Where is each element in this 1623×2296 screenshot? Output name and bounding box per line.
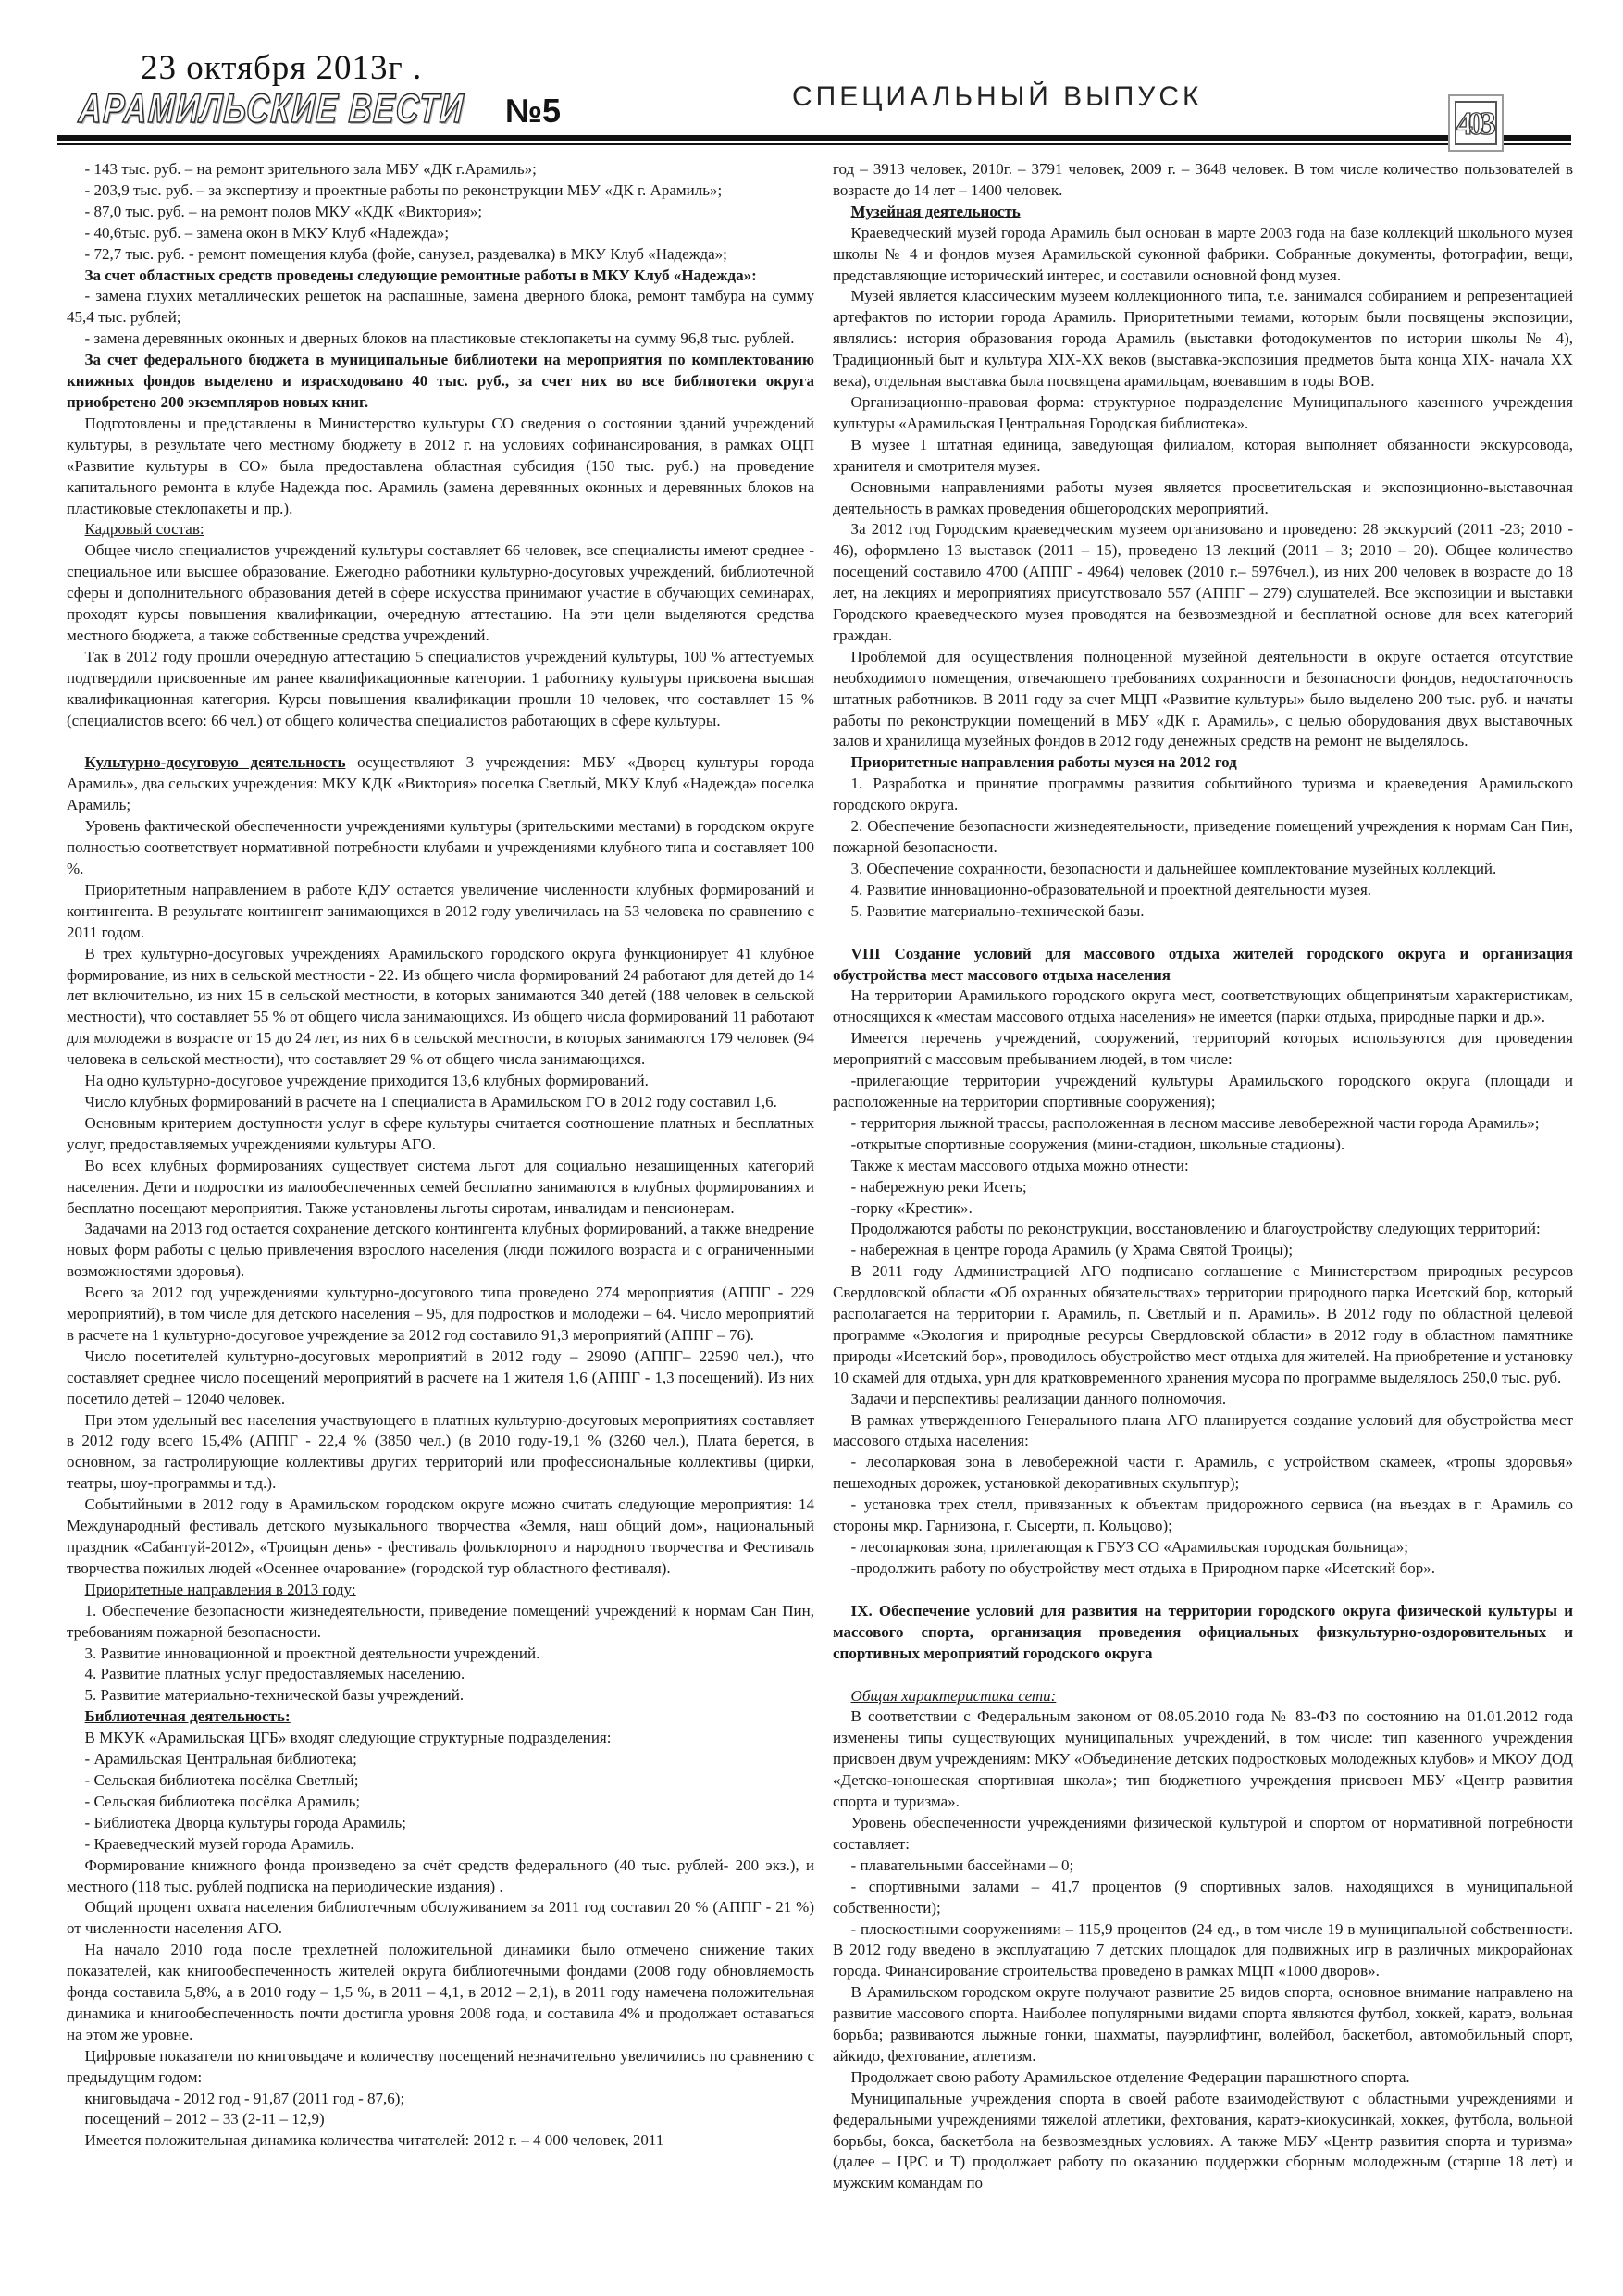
section-heading: Музейная деятельность	[850, 202, 1021, 220]
spacer	[833, 1665, 1573, 1686]
paragraph: В 2011 году Администрацией АГО подписано соглашение с Министерством природных ресурсов Свердловской области «Об охранных обязательствах» территории природного парка Исетский бор, который располагается на территории г. Арамиль, п. Светлый и п. Арамиль». В 2012 году по областной целевой программе «Экология и природные ресурсы Свердловской области» в 2012 году в областном памятнике природы «Исетский бор», проводилось обустройство мест отдыха для жителей. На приобретение и установку 10 скамей для отдыха, урн для кратковременного хранения мусора по программе выделялось 250,0 тыс. руб.	[833, 1262, 1573, 1386]
paragraph: -продолжить работу по обустройству мест отдыха в Природном парке «Исетский бор».	[850, 1558, 1436, 1577]
paragraph: Имеется перечень учреждений, сооружений, территорий которых используются для проведения мероприятий с массовым пребыванием людей, в том числе:	[833, 1029, 1573, 1069]
section-heading: Кадровый состав:	[84, 520, 204, 539]
right-column	[833, 159, 1573, 2194]
paragraph: - лесопарковая зона в левобережной части г. Арамиль, с устройством скамеек, «тропы здоровья» пешеходных дорожек, установкой декоративных скульптур);	[833, 1453, 1573, 1493]
paragraph: В музее 1 штатная единица, заведующая филиалом, которая выполняет обязанности экскурсовода, хранителя и смотрителя музея.	[833, 435, 1573, 475]
paragraph: - плоскостными сооружениями – 115,9 процентов (24 ед., в том числе 19 в муниципальной собственности. В 2012 году введено в эксплуатацию 7 детских площадок для подвижных игр в различных микрорайонах города. Финансирование строительства проведено в рамках МЦП «1000 дворов».	[833, 1919, 1573, 1980]
paragraph: Также к местам массового отдыха можно отнести:	[850, 1156, 1189, 1174]
paragraph: Музей является классическим музеем коллекционного типа, т.е. занимался собиранием и репрезентацией артефактов по истории города Арамиль. Приоритетными темами, которым были посвящены экспозиции, являлись: история образования города Арамиль (выставки фотодокументов по истории школы № 4), Традиционный быт и культура XIX-XX веков (выставка-экспозиция предметов быта конца XIX- начала XX века), отдельная выставка была посвящена арамильцам, воевавшим в годы ВОВ.	[833, 287, 1573, 391]
paragraph: Общий процент охвата населения библиотечным обслуживанием за 2011 год составил 20 % (АППГ - 21 %) от численности населения АГО.	[67, 1898, 814, 1938]
paragraph: - лесопарковая зона, прилегающая к ГБУЗ СО «Арамильская городская больница»;	[850, 1538, 1408, 1556]
paragraph: - Арамильская Центральная библиотека;	[84, 1750, 357, 1769]
paragraph: Основными направлениями работы музея является просветительская и экспозиционно-выставочная деятельность в рамках проведения общегородских мероприятий.	[833, 478, 1573, 517]
paragraph: Муниципальные учреждения спорта в своей работе взаимодействуют с областными учреждениями и федеральными учреждениями тяжелой атлетики, фехтования, каратэ-киокусинкай, хоккея, футбола, вольной борьбы, бокса, баскетбола на безвозмездных условиях. А также МБУ «Центр развития спорта и туризма» (далее – ЦРС и Т) продолжает работу по оказанию поддержки сборным молодежным (старше 18 лет) и мужским командам по	[833, 2089, 1573, 2192]
paragraph: Число посетителей культурно-досуговых мероприятий в 2012 году – 29090 (АППГ– 22590 чел.), что составляет среднее число посещений мероприятий в расчете на 1 жителя 1,6 (АППГ - 1,3 посещений). Из них посетило детей – 12040 человек.	[67, 1347, 814, 1408]
paragraph: 2. Обеспечение безопасности жизнедеятельности, приведение помещений учреждения к нормам Сан Пин, пожарной безопасности.	[833, 817, 1573, 856]
left-column	[67, 159, 814, 2194]
paragraph: На одно культурно-досуговое учреждение приходится 13,6 клубных формирований.	[84, 1072, 649, 1090]
paragraph: - установка трех стелл, привязанных к объектам придорожного сервиса (на въездах в г. Арамиль со стороны мкр. Гарнизона, г. Сысерти, п. Кольцово);	[833, 1496, 1573, 1535]
paragraph: Организационно-правовая форма: структурное подразделение Муниципального казенного учреждения культуры «Арамильская Центральная Городская библиотека».	[833, 392, 1573, 432]
paragraph: На начало 2010 года после трехлетней положительной динамики было отмечено снижение таких показателей, как книгообеспеченность жителей округа библиотечными фондами (2008 году обновляемость фонда составила 5,8%, а в 2010 году – 1,5 %, в 2011 – 4,1, в 2012 – 2,1), в 2011 году намечена положительная динамика и книгообеспеченность почти достигла уровня 2008 года, и составила 4% и продолжает оставаться на этом же уровне.	[67, 1941, 814, 2043]
paragraph: - 87,0 тыс. руб. – на ремонт полов МКУ «КДК «Виктория»;	[84, 202, 483, 220]
paragraph: - 72,7 тыс. руб. - ремонт помещения клуба (фойе, санузел, раздевалка) в МКУ Клуб «Надежда»;	[84, 244, 727, 263]
paragraph: На территории Арамилького городского округа мест, соответствующих общепринятым характеристикам, относящихся к «местам массового отдыха населения» не имеется (парки отдыха, природные парки и др.».	[833, 987, 1573, 1026]
spacer	[67, 731, 814, 752]
masthead-title: АРАМИЛЬСКИЕ ВЕСТИ	[77, 86, 466, 131]
page-header	[0, 0, 1623, 155]
heading-lead: Культурно-досуговую деятельность	[84, 753, 346, 772]
issue-date: 23 октября 2013г .	[141, 49, 423, 87]
paragraph: Задачи и перспективы реализации данного полномочия.	[850, 1389, 1227, 1408]
paragraph: В соответствии с Федеральным законом от 08.05.2010 года № 83-ФЗ по состоянию на 01.01.2012 года изменены типы существующих муниципальных учреждений, в том числе: тип казенного учреждения присвоен двум учреждениям: МКУ «Объединение детских подростковых молодежных клубов» и МКОУ ДОД «Детско-юношеская спортивная школа»; тип бюджетного учреждения присвоен МБУ «Центр развития спорта и туризма».	[833, 1707, 1573, 1811]
header-divider	[57, 135, 1571, 145]
page-number-frame	[1455, 101, 1497, 145]
paragraph: Событийными в 2012 году в Арамильском городском округе можно считать следующие мероприятия: 14 Международный фестиваль детского музыкального творчества «Земля, наш общий дом», национальный праздник «Сабантуй-2012», «Троицын день» - фестиваль фольклорного и народного творчества и Фестиваль творчества пожилых людей «Осеннее очарование» (городской тур областного фестиваля).	[67, 1496, 814, 1577]
paragraph: Подготовлены и представлены в Министерство культуры СО сведения о состоянии зданий учреждений культуры, в результате чего местному бюджету в 2012 г. на условиях софинансирования, в рамках ОЦП «Развитие культуры в СО» была предоставлена областная субсидия (150 тыс. руб.) на проведение капитального ремонта в клубе Надежда пос. Арамиль (замена деревянных оконных и деревянных блоков на пластиковые стеклопакеты и пр.).	[67, 414, 814, 517]
section-heading: VIII Создание условий для массового отдыха жителей городского округа и организация обустройства мест массового отдыха населения	[833, 944, 1573, 984]
paragraph: - территория лыжной трассы, расположенная в лесном массиве левобережной части города Арамиль»;	[850, 1113, 1540, 1132]
section-heading: Библиотечная деятельность:	[84, 1707, 291, 1726]
paragraph: Проблемой для осуществления полноценной музейной деятельности в округе остается отсутствие необходимого помещения, отвечающего требованиях сохранности и безопасности фондов, недостаточность штатных работников. В 2011 году за счет МЦП «Развитие культуры» было выделено 200 тыс. руб. и начаты работы по реконструкции помещений в МБУ «ДК г. Арамиль», с целью оборудования двух выставочных залов и хранилища музейных фондов в 2012 году денежных средств на ремонт не выделялось.	[833, 647, 1573, 751]
paragraph: -прилегающие территории учреждений культуры Арамильского городского округа (площади и расположенные на территории спортивные сооружения);	[833, 1072, 1573, 1111]
paragraph: -открытые спортивные сооружения (мини-стадион, школьные стадионы).	[850, 1135, 1345, 1153]
section-heading: Приоритетные направления в 2013 году:	[84, 1580, 356, 1598]
paragraph: - набережная в центре города Арамиль (у Храма Святой Троицы);	[850, 1241, 1294, 1260]
paragraph: - 40,6тыс. руб. – замена окон в МКУ Клуб «Надежда»;	[84, 223, 450, 242]
paragraph: Всего за 2012 год учреждениями культурно-досугового типа проведено 274 мероприятия (АППГ - 229 мероприятий), в том числе для детского населения – 95, для подростков и молодежи – 64. Число мероприятий в расчете на 1 культурно-досуговое учреждение за 2012 год составило 91,3 мероприятий (АППГ – 76).	[67, 1284, 814, 1344]
section-heading: IX. Обеспечение условий для развития на территории городского округа физической культуры и массового спорта, организация проведения официальных физкультурно-оздоровительных и спортивных мероприятий городского округа	[833, 1601, 1573, 1662]
paragraph: В МКУК «Арамильская ЦГБ» входят следующие структурные подразделения:	[84, 1729, 612, 1747]
paragraph: Уровень обеспеченности учреждениями физической культурой и спортом от нормативной потребности составляет:	[833, 1813, 1573, 1853]
paragraph: Основным критерием доступности услуг в сфере культуры считается соотношение платных и бесплатных услуг, предоставляемых учреждениями культуры АГО.	[67, 1113, 814, 1153]
paragraph: 4. Развитие инновационно-образовательной и проектной деятельности музея.	[850, 880, 1372, 899]
paragraph: 5. Развитие материально-технической базы учреждений.	[84, 1686, 465, 1705]
paragraph: Продолжаются работы по реконструкции, восстановлению и благоустройству следующих территорий:	[850, 1220, 1541, 1238]
paragraph: - Сельская библиотека посёлка Светлый;	[84, 1770, 359, 1789]
paragraph: - Краеведческий музей города Арамиль.	[84, 1834, 354, 1853]
section-heading: Приоритетные направления работы музея на 2012 год	[850, 753, 1237, 772]
paragraph: 3. Развитие инновационной и проектной деятельности учреждений.	[84, 1644, 540, 1662]
paragraph: - 203,9 тыс. руб. – за экспертизу и проектные работы по реконструкции МБУ «ДК г. Арамиль»;	[84, 180, 723, 199]
paragraph: Уровень фактической обеспеченности учреждениями культуры (зрительскими местами) в городском округе полностью соответствует нормативной потребности клубами и учреждениями клубного типа и составляет 100 %.	[67, 817, 814, 877]
paragraph: - замена деревянных оконных и дверных блоков на пластиковые стеклопакеты на сумму 96,8 тыс. рублей.	[84, 329, 795, 348]
paragraph: - 143 тыс. руб. – на ремонт зрительного зала МБУ «ДК г.Арамиль»;	[84, 160, 537, 178]
paragraph: Задачами на 2013 год остается сохранение детского контингента клубных формирований, а также внедрение новых форм работы с целью привлечения взрослого населения (люди пожилого возраста и с ограниченными возможностями здоровья).	[67, 1220, 814, 1281]
spacer	[833, 1580, 1573, 1601]
paragraph: - замена глухих металлических решеток на распашные, замена дверного блока, ремонт тамбура на сумму 45,4 тыс. рублей;	[67, 287, 814, 327]
page-number-box	[1448, 94, 1504, 152]
section-heading: Культурно-досуговую деятельность осуществляют 3 учреждения: МБУ «Дворец культуры города Арамиль», два сельских учреждения: МКУ КДК «Виктория» поселка Светлый, МКУ Клуб «Надежда» поселка Арамиль;	[67, 753, 814, 814]
paragraph: Общее число специалистов учреждений культуры составляет 66 человек, все специалисты имеют среднее - специальное или высшее образование. Ежегодно работники культурно-досуговых учреждений, библиотечной сферы и дополнительного образования детей в сфере искусства принимают участие в обучающих семинарах, проходят курсы повышения квалификации, очередную аттестацию. На эти цели выделяются средства местного бюджета, а также собственные средства учреждений.	[67, 541, 814, 644]
paragraph: В трех культурно-досуговых учреждениях Арамильского городского округа функционирует 41 клубное формирование, из них в сельской местности - 22. Из общего числа формирований 24 работают для детей до 14 лет включительно, из них 15 в сельской местности, в которых занимаются 340 детей (188 человек в сельской местности), что составляет 55 % от общего числа занимающихся. Из общего числа формирований 11 работают для молодежи в возрасте от 15 до 24 лет, из них 6 в сельской местности, в которых занимаются 179 человек (94 человека в сельской местности), что составляет 29 % от общего числа занимающихся.	[67, 944, 814, 1069]
paragraph: Цифровые показатели по книговыдаче и количеству посещений незначительно увеличились по сравнению с предыдущим годом:	[67, 2046, 814, 2086]
paragraph: Продолжает свою работу Арамильское отделение Федерации парашютного спорта.	[850, 2067, 1410, 2086]
article-body	[67, 159, 1573, 2194]
paragraph: Формирование книжного фонда произведено за счёт средств федерального (40 тыс. рублей- 200 экз.), и местного (118 тыс. рублей подписка на периодические издания) .	[67, 1855, 814, 1895]
issue-number: №5	[504, 92, 562, 130]
paragraph: - Библиотека Дворца культуры города Арамиль;	[84, 1813, 406, 1831]
spacer	[833, 923, 1573, 944]
paragraph: Число клубных формирований в расчете на 1 специалиста в Арамильском ГО в 2012 году составил 1,6.	[84, 1092, 777, 1111]
paragraph: книговыдача - 2012 год - 91,87 (2011 год - 87,6);	[84, 2089, 405, 2107]
paragraph: 1. Разработка и принятие программы развития событийного туризма и краеведения Арамильского городского округа.	[833, 775, 1573, 814]
section-heading: Общая характеристика сети:	[850, 1686, 1057, 1705]
paragraph: За 2012 год Городским краеведческим музеем организовано и проведено: 28 экскурсий (2011 -23; 2010 - 46), оформлено 13 выставок (2011 – 15), проведено 13 лекций (2011 – 3; 2010 – 20). Общее количество посещений составило 4700 (АППГ - 4964) человек (2010 г.– 5976чел.), из них 200 человек в возрасте до 18 лет, на лекциях и мероприятиях присутствовало 557 (АППГ – 279) слушателей. Все экспозиции и выставки Городского краеведческого музея проводятся на безвозмездной и бесплатной основе для всех категорий граждан.	[833, 520, 1573, 644]
paragraph: Так в 2012 году прошли очередную аттестацию 5 специалистов учреждений культуры, 100 % аттестуемых подтвердили присвоенные им ранее квалификационные категории. 1 работнику культуры присвоена высшая квалификационная категория. Курсы повышения квалификации прошли 10 человек, что составляет 15 % (специалистов всего: 66 чел.) от общего количества специалистов работающих в сфере культуры.	[67, 647, 814, 729]
paragraph: - плавательными бассейнами – 0;	[850, 1855, 1074, 1874]
paragraph: -горку «Крестик».	[850, 1198, 973, 1217]
page-number: 403	[1456, 105, 1492, 142]
paragraph: 5. Развитие материально-технической базы.	[850, 901, 1145, 920]
paragraph: год – 3913 человек, 2010г. – 3791 человек, 2009 г. – 3648 человек. В том числе количество пользователей в возрасте до 14 лет – 1400 человек.	[833, 160, 1573, 199]
edition-label: СПЕЦИАЛЬНЫЙ ВЫПУСК	[792, 81, 1203, 112]
masthead	[77, 86, 562, 131]
paragraph: Приоритетным направлением в работе КДУ остается увеличение численности клубных формирований и контингента. В результате контингент занимающихся в 2012 году увеличилась на 53 человека по сравнению с 2011 годом.	[67, 880, 814, 941]
paragraph: В Арамильском городском округе получают развитие 25 видов спорта, основное внимание направлено на развитие массового спорта. Наиболее популярными видами спорта являются футбол, хоккей, каратэ, вольная борьба; развиваются лыжные гонки, шахматы, пауэрлифтинг, волейбол, баскетбол, автомобильный спорт, айкидо, фехтование, атлетизм.	[833, 1983, 1573, 2065]
paragraph: 4. Развитие платных услуг предоставляемых населению.	[84, 1665, 465, 1683]
divider-thick-line	[57, 135, 1571, 141]
paragraph: 1. Обеспечение безопасности жизнедеятельности, приведение помещений учреждений к нормам Сан Пин, требованиям пожарной безопасности.	[67, 1601, 814, 1641]
section-heading: За счет областных средств проведены следующие ремонтные работы в МКУ Клуб «Надежда»:	[84, 266, 757, 284]
paragraph: - набережную реки Исеть;	[850, 1177, 1027, 1196]
paragraph: - Сельская библиотека посёлка Арамиль;	[84, 1792, 361, 1810]
paragraph: При этом удельный вес населения участвующего в платных культурно-досуговых мероприятиях составляет в 2012 году всего 15,4% (АППГ - 22,4 % (3850 чел.) (в 2010 году-19,1 % (3260 чел.), Плата берется, в основном, за гастролирующие коллективы других территорий или профессиональные коллективы (цирки, театры, шоу-программы и т.д.).	[67, 1410, 814, 1493]
section-heading: За счет федерального бюджета в муниципальные библиотеки на мероприятия по комплектованию книжных фондов выделено и израсходовано 40 тыс. руб., за счет них во все библиотеки округа приобретено 200 экземпляров новых книг.	[67, 351, 814, 411]
divider-thin-line	[57, 143, 1571, 145]
paragraph: Имеется положительная динамика количества читателей: 2012 г. – 4 000 человек, 2011	[84, 2131, 664, 2150]
paragraph: Во всех клубных формированиях существует система льгот для социально незащищенных категорий населения. Дети и подростки из малообеспеченных семей бесплатно занимаются в клубных формированиях и бесплатно посещают мероприятия. Также установлены льготы сиротам, инвалидам и пенсионерам.	[67, 1156, 814, 1217]
paragraph: В рамках утвержденного Генерального плана АГО планируется создание условий для обустройства мест массового отдыха населения:	[833, 1410, 1573, 1450]
paragraph: - спортивными залами – 41,7 процентов (9 спортивных залов, находящихся в муниципальной собственности);	[833, 1877, 1573, 1917]
paragraph: Краеведческий музей города Арамиль был основан в марте 2003 года на базе коллекций школьного музея школы № 4 и фондов музея Арамильской суконной фабрики. Собранные документы, фотографии, вещи, представляющие исторический интерес, и составили основной фонд музея.	[833, 223, 1573, 284]
paragraph: посещений – 2012 – 33 (2-11 – 12,9)	[84, 2110, 325, 2128]
paragraph: 3. Обеспечение сохранности, безопасности и дальнейшее комплектование музейных коллекций.	[850, 859, 1497, 877]
